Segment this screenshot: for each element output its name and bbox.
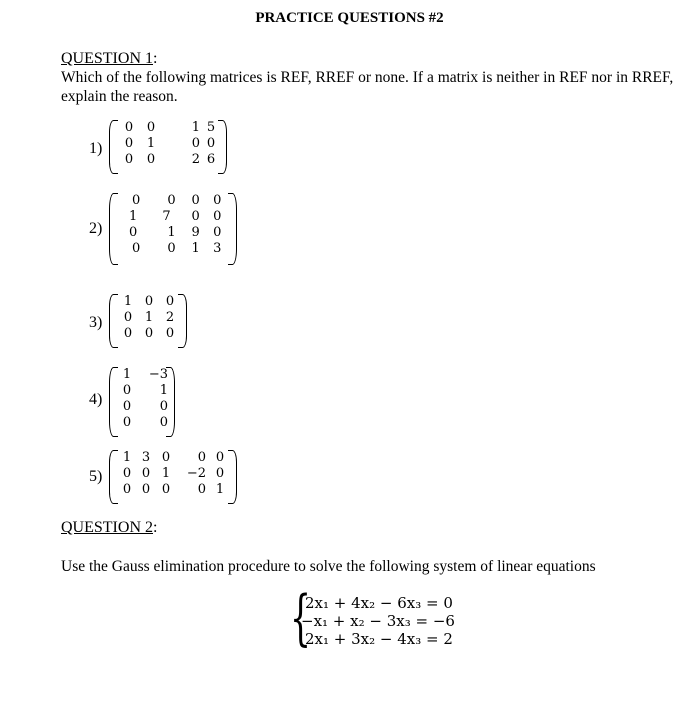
matrix-1-cell: 2	[191, 152, 200, 167]
matrix-4-cell: 0	[122, 399, 132, 414]
matrix-4-label: 4)	[89, 391, 103, 408]
question2-prompt: Use the Gauss elimination procedure to solve the following system of linear equations	[61, 558, 596, 575]
matrix-2-row	[118, 209, 228, 225]
matrix-3-right-paren	[178, 294, 187, 348]
matrix-2-label: 2)	[89, 220, 103, 237]
matrix-4-cell: −3	[148, 367, 168, 382]
matrix-3	[109, 294, 187, 346]
matrix-5-row	[118, 482, 230, 498]
system-brace: {	[290, 583, 312, 653]
matrix-3-cell: 0	[123, 326, 133, 341]
matrix-2-cell: 1	[191, 241, 200, 256]
matrix-1-row	[118, 152, 218, 168]
matrix-4-row	[118, 383, 168, 399]
matrix-3-cell: 1	[123, 294, 133, 309]
matrix-2-cell: 0	[213, 209, 222, 224]
matrix-5-cell: 0	[161, 482, 171, 497]
matrix-2-cell: 0	[167, 241, 176, 256]
matrix-4-row	[118, 367, 168, 383]
matrix-1-row	[118, 136, 218, 152]
matrix-2-cell: 0	[191, 193, 200, 208]
question2-heading-wrapper	[61, 519, 157, 537]
matrix-2-cell: 1	[167, 225, 176, 240]
matrix-1-row	[118, 120, 218, 136]
matrix-5-cell: 0	[141, 466, 151, 481]
matrix-4-cell: 0	[159, 399, 168, 414]
matrix-4-left-paren	[109, 367, 118, 437]
matrix-2-cell: 0	[191, 209, 200, 224]
matrix-2-cell: 0	[213, 193, 222, 208]
equation-2: −x₁ + x₂ − 3x₃ = −6	[301, 612, 455, 630]
question2-heading: QUESTION 2	[61, 519, 153, 536]
matrix-2-cell: 0	[131, 241, 141, 256]
matrix-5-cell: 3	[141, 450, 151, 465]
matrix-5	[109, 450, 237, 502]
matrix-3-cell: 2	[165, 310, 175, 325]
matrix-2-cell: 0	[213, 225, 222, 240]
matrix-3-row	[118, 294, 180, 310]
matrix-1-cell: 5	[206, 120, 216, 135]
matrix-1-left-paren	[109, 120, 118, 174]
matrix-4-row	[118, 399, 168, 415]
matrix-5-cell: 0	[197, 482, 206, 497]
matrix-5-row	[118, 466, 230, 482]
matrix-3-cell: 0	[165, 294, 175, 309]
matrix-4-right-paren	[166, 367, 175, 437]
matrix-1-label: 1)	[89, 140, 103, 157]
matrix-5-cell: 0	[197, 450, 206, 465]
matrix-4-grid	[118, 367, 168, 431]
matrix-5-cell: 0	[215, 450, 225, 465]
matrix-1-cell: 1	[146, 136, 156, 151]
matrix-2-cell: 9	[191, 225, 200, 240]
matrix-2-right-paren	[228, 193, 237, 265]
matrix-3-left-paren	[109, 294, 118, 348]
question1-prompt	[61, 68, 691, 106]
matrix-5-cell: 0	[122, 466, 132, 481]
matrix-1-cell: 1	[191, 120, 200, 135]
matrix-1-right-paren	[218, 120, 227, 174]
matrix-2-cell: 0	[167, 193, 176, 208]
page-title: PRACTICE QUESTIONS #2	[255, 10, 444, 26]
matrix-3-grid	[118, 294, 180, 342]
matrix-2-cell: 3	[213, 241, 222, 256]
matrix-2-row	[118, 241, 228, 257]
matrix-5-cell: 0	[215, 466, 225, 481]
matrix-1-cell: 0	[124, 152, 134, 167]
question1-heading-colon: :	[153, 50, 158, 67]
matrix-5-cell: 1	[161, 466, 171, 481]
matrix-3-cell: 0	[123, 310, 133, 325]
matrix-5-cell: 0	[122, 482, 132, 497]
matrix-4-cell: 0	[122, 415, 132, 430]
matrix-5-label: 5)	[89, 468, 103, 485]
matrix-3-cell: 0	[165, 326, 175, 341]
matrix-2	[109, 193, 237, 263]
equation-1: 2x₁ + 4x₂ − 6x₃ = 0	[305, 594, 453, 612]
question1-heading: QUESTION 1	[61, 50, 153, 67]
question1-prompt-line1: Which of the following matrices is REF, RREF or none. If a matrix is neither in REF nor in RREF,	[61, 69, 674, 86]
question1-heading-wrapper	[61, 50, 157, 68]
matrix-5-right-paren	[228, 450, 237, 504]
matrix-3-cell: 0	[144, 294, 154, 309]
matrix-5-row	[118, 450, 230, 466]
matrix-3-row	[118, 310, 180, 326]
matrix-3-row	[118, 326, 180, 342]
matrix-1-cell: 0	[124, 120, 134, 135]
matrix-5-grid	[118, 450, 230, 498]
matrix-3-cell: 0	[144, 326, 154, 341]
question2-heading-colon: :	[153, 519, 158, 536]
matrix-2-left-paren	[109, 193, 118, 265]
matrix-5-left-paren	[109, 450, 118, 504]
matrix-1-cell: 0	[124, 136, 134, 151]
matrix-5-cell: 0	[161, 450, 171, 465]
matrix-4-cell: 1	[122, 367, 132, 382]
matrix-2-cell: 1	[128, 209, 138, 224]
matrix-4	[109, 367, 175, 435]
matrix-3-cell: 1	[144, 310, 154, 325]
matrix-3-label: 3)	[89, 314, 103, 331]
matrix-2-row	[118, 225, 228, 241]
matrix-1-cell: 0	[206, 136, 216, 151]
matrix-2-cell: 0	[131, 193, 141, 208]
matrix-4-cell: 1	[159, 383, 168, 398]
matrix-1	[109, 120, 227, 172]
matrix-5-cell: 1	[122, 450, 132, 465]
matrix-4-cell: 0	[159, 415, 168, 430]
matrix-1-cell: 0	[146, 120, 156, 135]
matrix-5-cell: 0	[141, 482, 151, 497]
matrix-1-cell: 0	[146, 152, 156, 167]
equation-3: 2x₁ + 3x₂ − 4x₃ = 2	[305, 630, 453, 648]
matrix-2-cell: 7	[162, 209, 171, 224]
matrix-4-row	[118, 415, 168, 431]
question1-prompt-line2: explain the reason.	[61, 88, 178, 105]
matrix-1-cell: 6	[206, 152, 216, 167]
matrix-1-cell: 0	[191, 136, 200, 151]
matrix-2-grid	[118, 193, 228, 257]
matrix-5-cell: −2	[186, 466, 206, 481]
matrix-5-cell: 1	[215, 482, 225, 497]
matrix-2-cell: 0	[128, 225, 138, 240]
matrix-4-cell: 0	[122, 383, 132, 398]
matrix-1-grid	[118, 120, 218, 168]
matrix-2-row	[118, 193, 228, 209]
